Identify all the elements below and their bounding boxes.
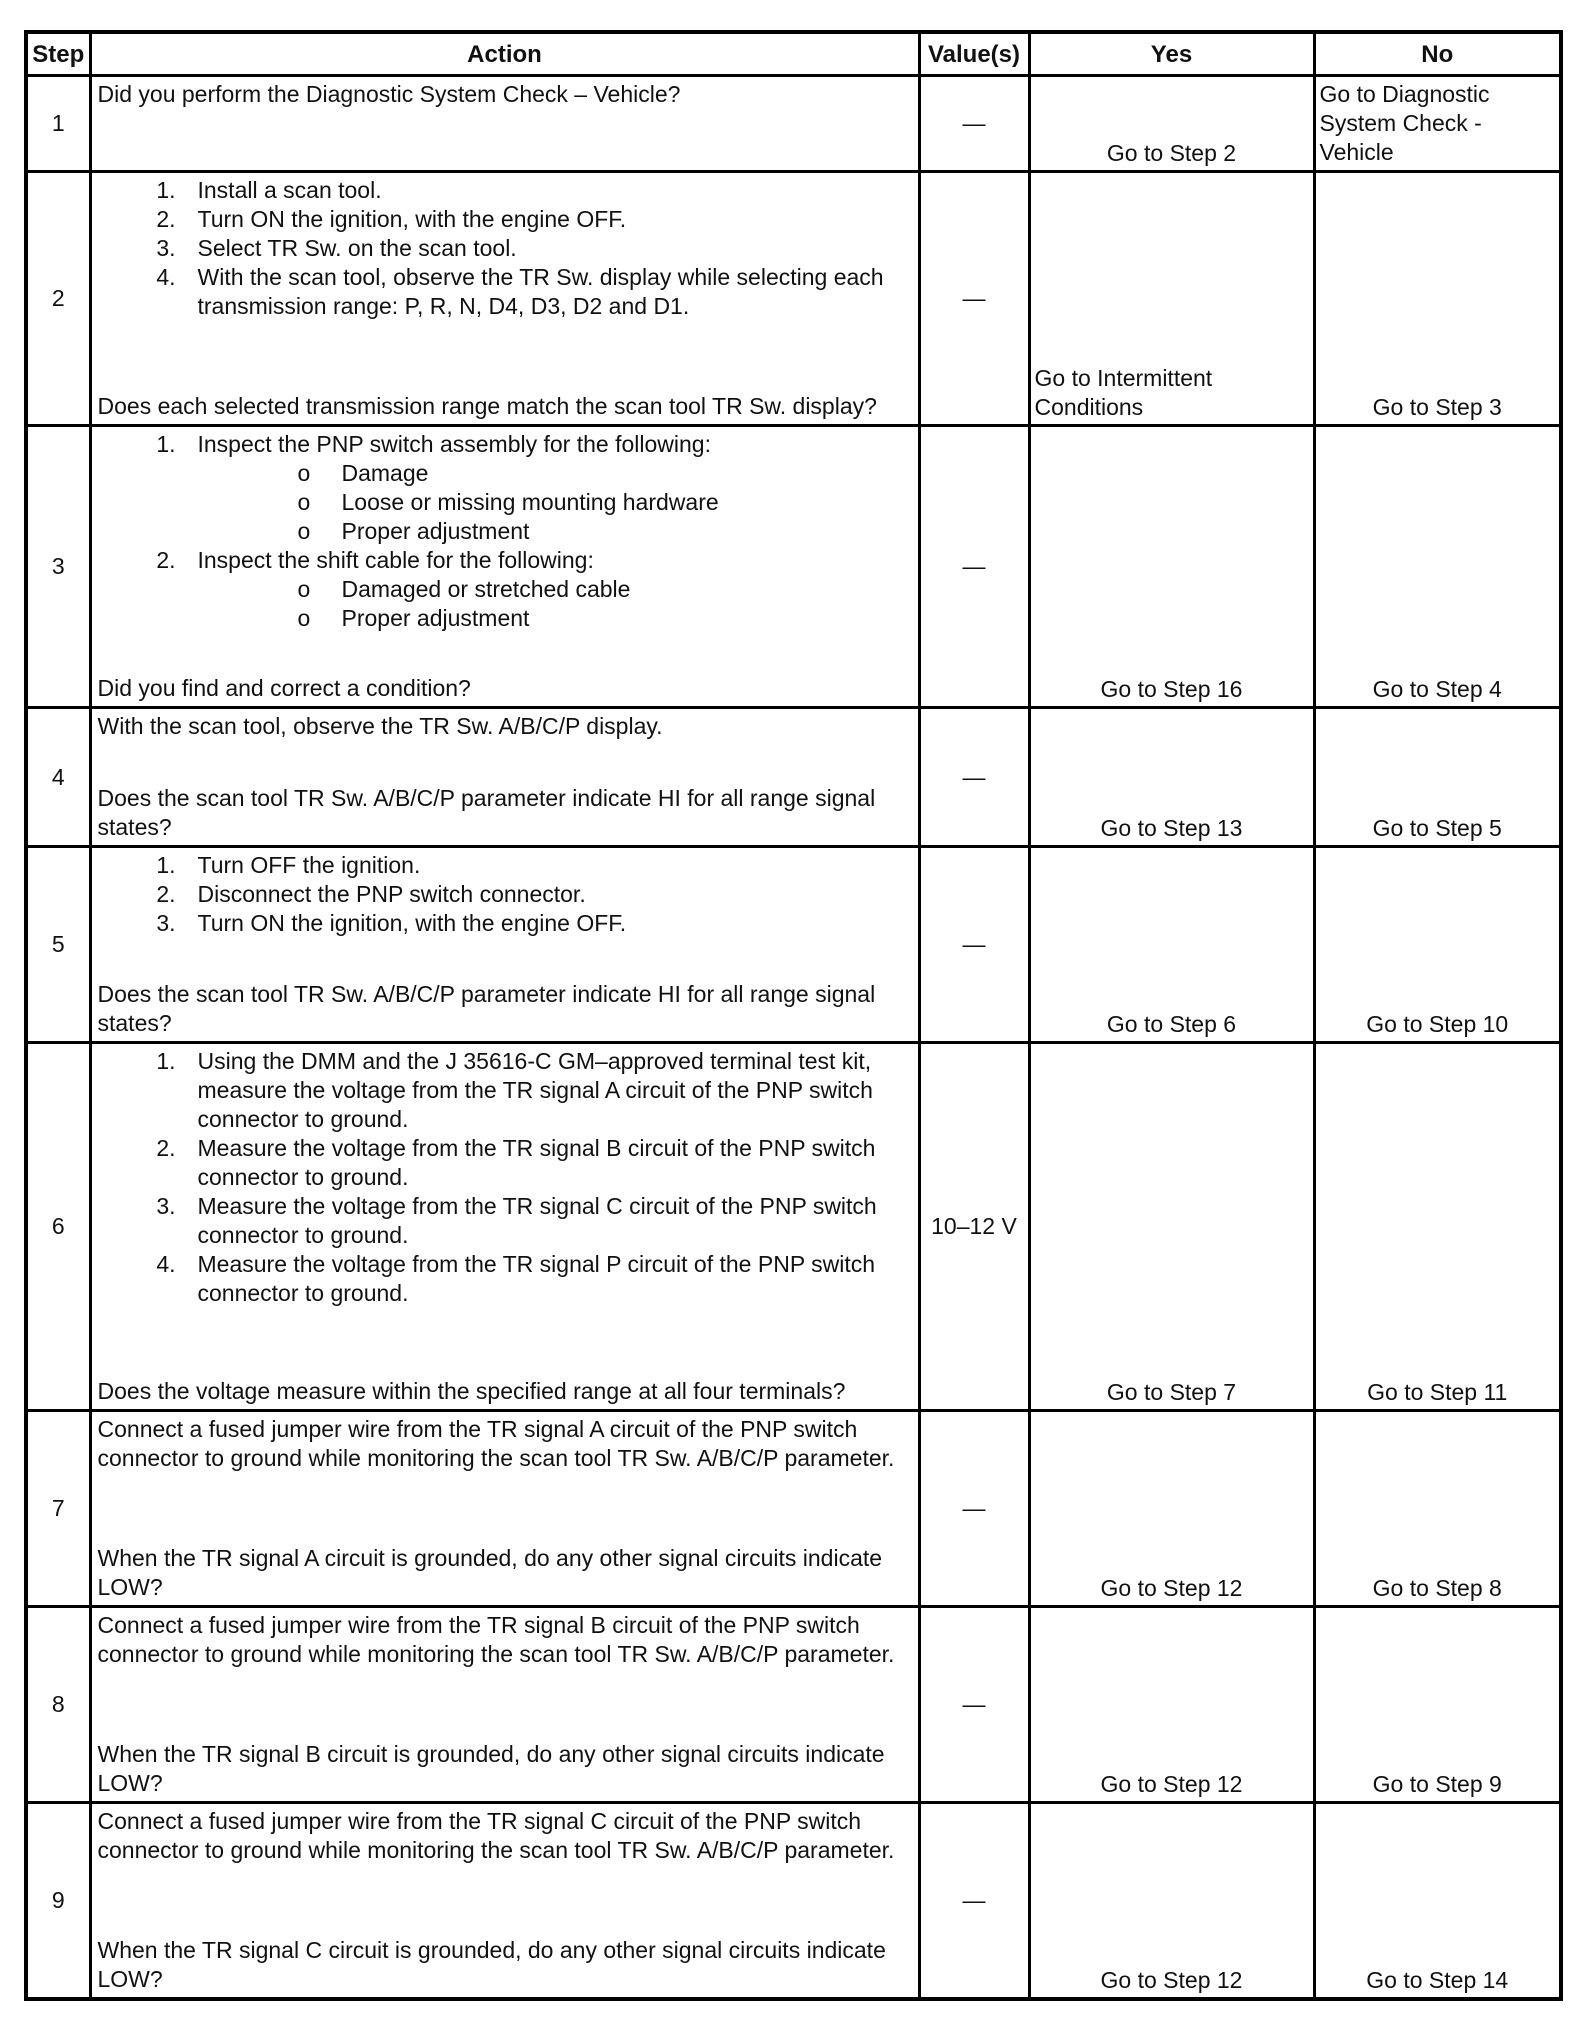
action-cell [90,76,919,172]
action-cell [90,426,919,708]
yes-cell [1029,1043,1314,1411]
action-instruction: Connect a fused jumper wire from the TR signal C circuit of the PNP switch connector to ground while monitoring the scan tool TR Sw. A/B/C/P parameter. [97,1808,895,1863]
action-step-item [148,1047,912,1134]
action-question: Does the voltage measure within the specified range at all four terminals? [97,1378,846,1404]
yes-goto-text: Go to Step 12 [1100,1575,1243,1601]
action-step-number: 4. [156,1251,176,1277]
action-cell [90,1803,919,2000]
action-cell [90,847,919,1043]
action-step-item [148,430,912,546]
no-goto-text: Go to Step 8 [1372,1575,1502,1601]
action-step-text: With the scan tool, observe the TR Sw. display while selecting each transmission range: P, R, N, D4, D3, D2 and D1. [197,264,884,319]
no-goto-text: Go to Step 9 [1372,1771,1502,1797]
step-number: 7 [26,1411,90,1607]
yes-cell [1029,1411,1314,1607]
action-step-number: 2. [156,1135,176,1161]
header-step: Step [26,32,90,76]
action-step-item [148,1192,912,1250]
action-step-number: 1. [156,852,176,878]
yes-cell [1029,1607,1314,1803]
table-row [26,1411,1561,1607]
action-step-number: 1. [156,1048,176,1074]
action-step-number: 2. [156,206,176,232]
action-step-item [148,176,912,205]
action-step-list [98,430,912,633]
action-step-text: Using the DMM and the J 35616-C GM–approved terminal test kit, measure the voltage from the TR signal A circuit of the PNP switch connector to ground. [197,1048,873,1132]
action-step-number: 2. [156,881,176,907]
yes-goto-text: Go to Step 7 [1106,1379,1237,1405]
yes-cell [1029,708,1314,847]
diagnostic-table [24,30,1563,2001]
yes-cell [1029,76,1314,172]
yes-cell [1029,426,1314,708]
action-step-text: Install a scan tool. [197,177,382,203]
action-instruction: With the scan tool, observe the TR Sw. A/B/C/P display. [97,713,663,739]
action-instruction: Did you perform the Diagnostic System Check – Vehicle? [97,81,681,107]
sub-item-list [198,575,912,633]
table-row [26,1043,1561,1411]
table-body [26,76,1561,2000]
action-step-text: Measure the voltage from the TR signal B circuit of the PNP switch connector to ground. [197,1135,876,1190]
action-question: Does each selected transmission range match the scan tool TR Sw. display? [97,393,877,419]
sub-item: o Loose or missing mounting hardware [298,488,912,517]
step-number: 2 [26,172,90,426]
table-row [26,172,1561,426]
action-step-item [148,1134,912,1192]
no-cell [1314,1043,1561,1411]
action-step-number: 3. [156,910,176,936]
no-cell [1314,1411,1561,1607]
action-step-text: Turn ON the ignition, with the engine OFF. [197,910,627,936]
sub-item: o Proper adjustment [298,517,912,546]
step-number: 5 [26,847,90,1043]
action-cell [90,1043,919,1411]
action-question: Does the scan tool TR Sw. A/B/C/P parameter indicate HI for all range signal states? [97,981,876,1036]
action-step-number: 4. [156,264,176,290]
action-cell [90,1411,919,1607]
no-cell [1314,1607,1561,1803]
header-action: Action [90,32,919,76]
yes-goto-text: Go to Step 12 [1100,1771,1243,1797]
action-step-text: Measure the voltage from the TR signal C circuit of the PNP switch connector to ground. [197,1193,877,1248]
sub-item: o Damage [298,459,912,488]
action-step-item [148,205,912,234]
action-step-list [98,851,912,938]
yes-cell [1029,172,1314,426]
action-question: Does the scan tool TR Sw. A/B/C/P parameter indicate HI for all range signal states? [97,785,876,840]
action-step-number: 1. [156,177,176,203]
action-step-item [148,234,912,263]
no-cell [1314,1803,1561,2000]
value-cell: — [919,708,1029,847]
no-cell [1314,708,1561,847]
step-number: 6 [26,1043,90,1411]
action-step-item [148,909,912,938]
step-number: 1 [26,76,90,172]
no-goto-text: Go to Step 11 [1367,1379,1508,1405]
no-goto-text: Go to Step 3 [1372,394,1502,420]
no-cell [1314,847,1561,1043]
action-step-item [148,880,912,909]
header-values: Value(s) [919,32,1029,76]
action-question: Did you find and correct a condition? [97,675,471,701]
value-cell: — [919,172,1029,426]
action-step-text: Inspect the shift cable for the following: [197,547,594,573]
value-cell: 10–12 V [919,1043,1029,1411]
action-question: When the TR signal C circuit is grounded, do any other signal circuits indicate LOW? [97,1937,886,1992]
no-goto-text: Go to Step 4 [1372,676,1502,702]
action-step-text: Disconnect the PNP switch connector. [197,881,586,907]
value-cell: — [919,76,1029,172]
table-row [26,1803,1561,2000]
action-step-text: Turn OFF the ignition. [197,852,421,878]
sub-item-list [198,459,912,546]
no-cell [1314,172,1561,426]
action-step-list [98,1047,912,1308]
action-step-number: 1. [156,431,176,457]
yes-goto-text: Go to Intermittent Conditions [1034,365,1213,420]
action-cell [90,1607,919,1803]
action-step-text: Measure the voltage from the TR signal P circuit of the PNP switch connector to ground. [197,1251,876,1306]
header-row [26,32,1561,76]
yes-goto-text: Go to Step 16 [1100,676,1243,702]
step-number: 9 [26,1803,90,2000]
sub-item: o Damaged or stretched cable [298,575,912,604]
table-row [26,1607,1561,1803]
sub-item: o Proper adjustment [298,604,912,633]
action-step-item [148,851,912,880]
value-cell: — [919,1607,1029,1803]
action-cell [90,708,919,847]
table-row [26,426,1561,708]
action-step-item [148,546,912,633]
action-step-number: 2. [156,547,176,573]
table-row [26,847,1561,1043]
yes-cell [1029,1803,1314,2000]
step-number: 4 [26,708,90,847]
no-cell [1314,76,1561,172]
action-step-number: 3. [156,1193,176,1219]
table-row [26,76,1561,172]
value-cell: — [919,1803,1029,2000]
action-question: When the TR signal B circuit is grounded, do any other signal circuits indicate LOW? [97,1741,885,1796]
header-no: No [1314,32,1561,76]
yes-cell [1029,847,1314,1043]
yes-goto-text: Go to Step 6 [1106,1011,1237,1037]
no-cell [1314,426,1561,708]
value-cell: — [919,847,1029,1043]
yes-goto-text: Go to Step 2 [1106,140,1237,166]
action-step-item [148,263,912,321]
step-number: 8 [26,1607,90,1803]
action-instruction: Connect a fused jumper wire from the TR signal B circuit of the PNP switch connector to ground while monitoring the scan tool TR Sw. A/B/C/P parameter. [97,1612,895,1667]
action-cell [90,172,919,426]
yes-goto-text: Go to Step 13 [1100,815,1243,841]
header-yes: Yes [1029,32,1314,76]
no-goto-text: Go to Diagnostic System Check - Vehicle [1319,81,1490,165]
action-question: When the TR signal A circuit is grounded, do any other signal circuits indicate LOW? [97,1545,883,1600]
action-step-item [148,1250,912,1308]
yes-goto-text: Go to Step 12 [1100,1967,1243,1993]
action-step-text: Turn ON the ignition, with the engine OFF. [197,206,627,232]
no-goto-text: Go to Step 14 [1366,1967,1509,1993]
action-instruction: Connect a fused jumper wire from the TR signal A circuit of the PNP switch connector to ground while monitoring the scan tool TR Sw. A/B/C/P parameter. [97,1416,895,1471]
action-step-list [98,176,912,321]
value-cell: — [919,1411,1029,1607]
action-step-number: 3. [156,235,176,261]
action-step-text: Inspect the PNP switch assembly for the following: [197,431,711,457]
action-step-text: Select TR Sw. on the scan tool. [197,235,517,261]
no-goto-text: Go to Step 10 [1366,1011,1509,1037]
table-row [26,708,1561,847]
step-number: 3 [26,426,90,708]
no-goto-text: Go to Step 5 [1372,815,1502,841]
value-cell: — [919,426,1029,708]
